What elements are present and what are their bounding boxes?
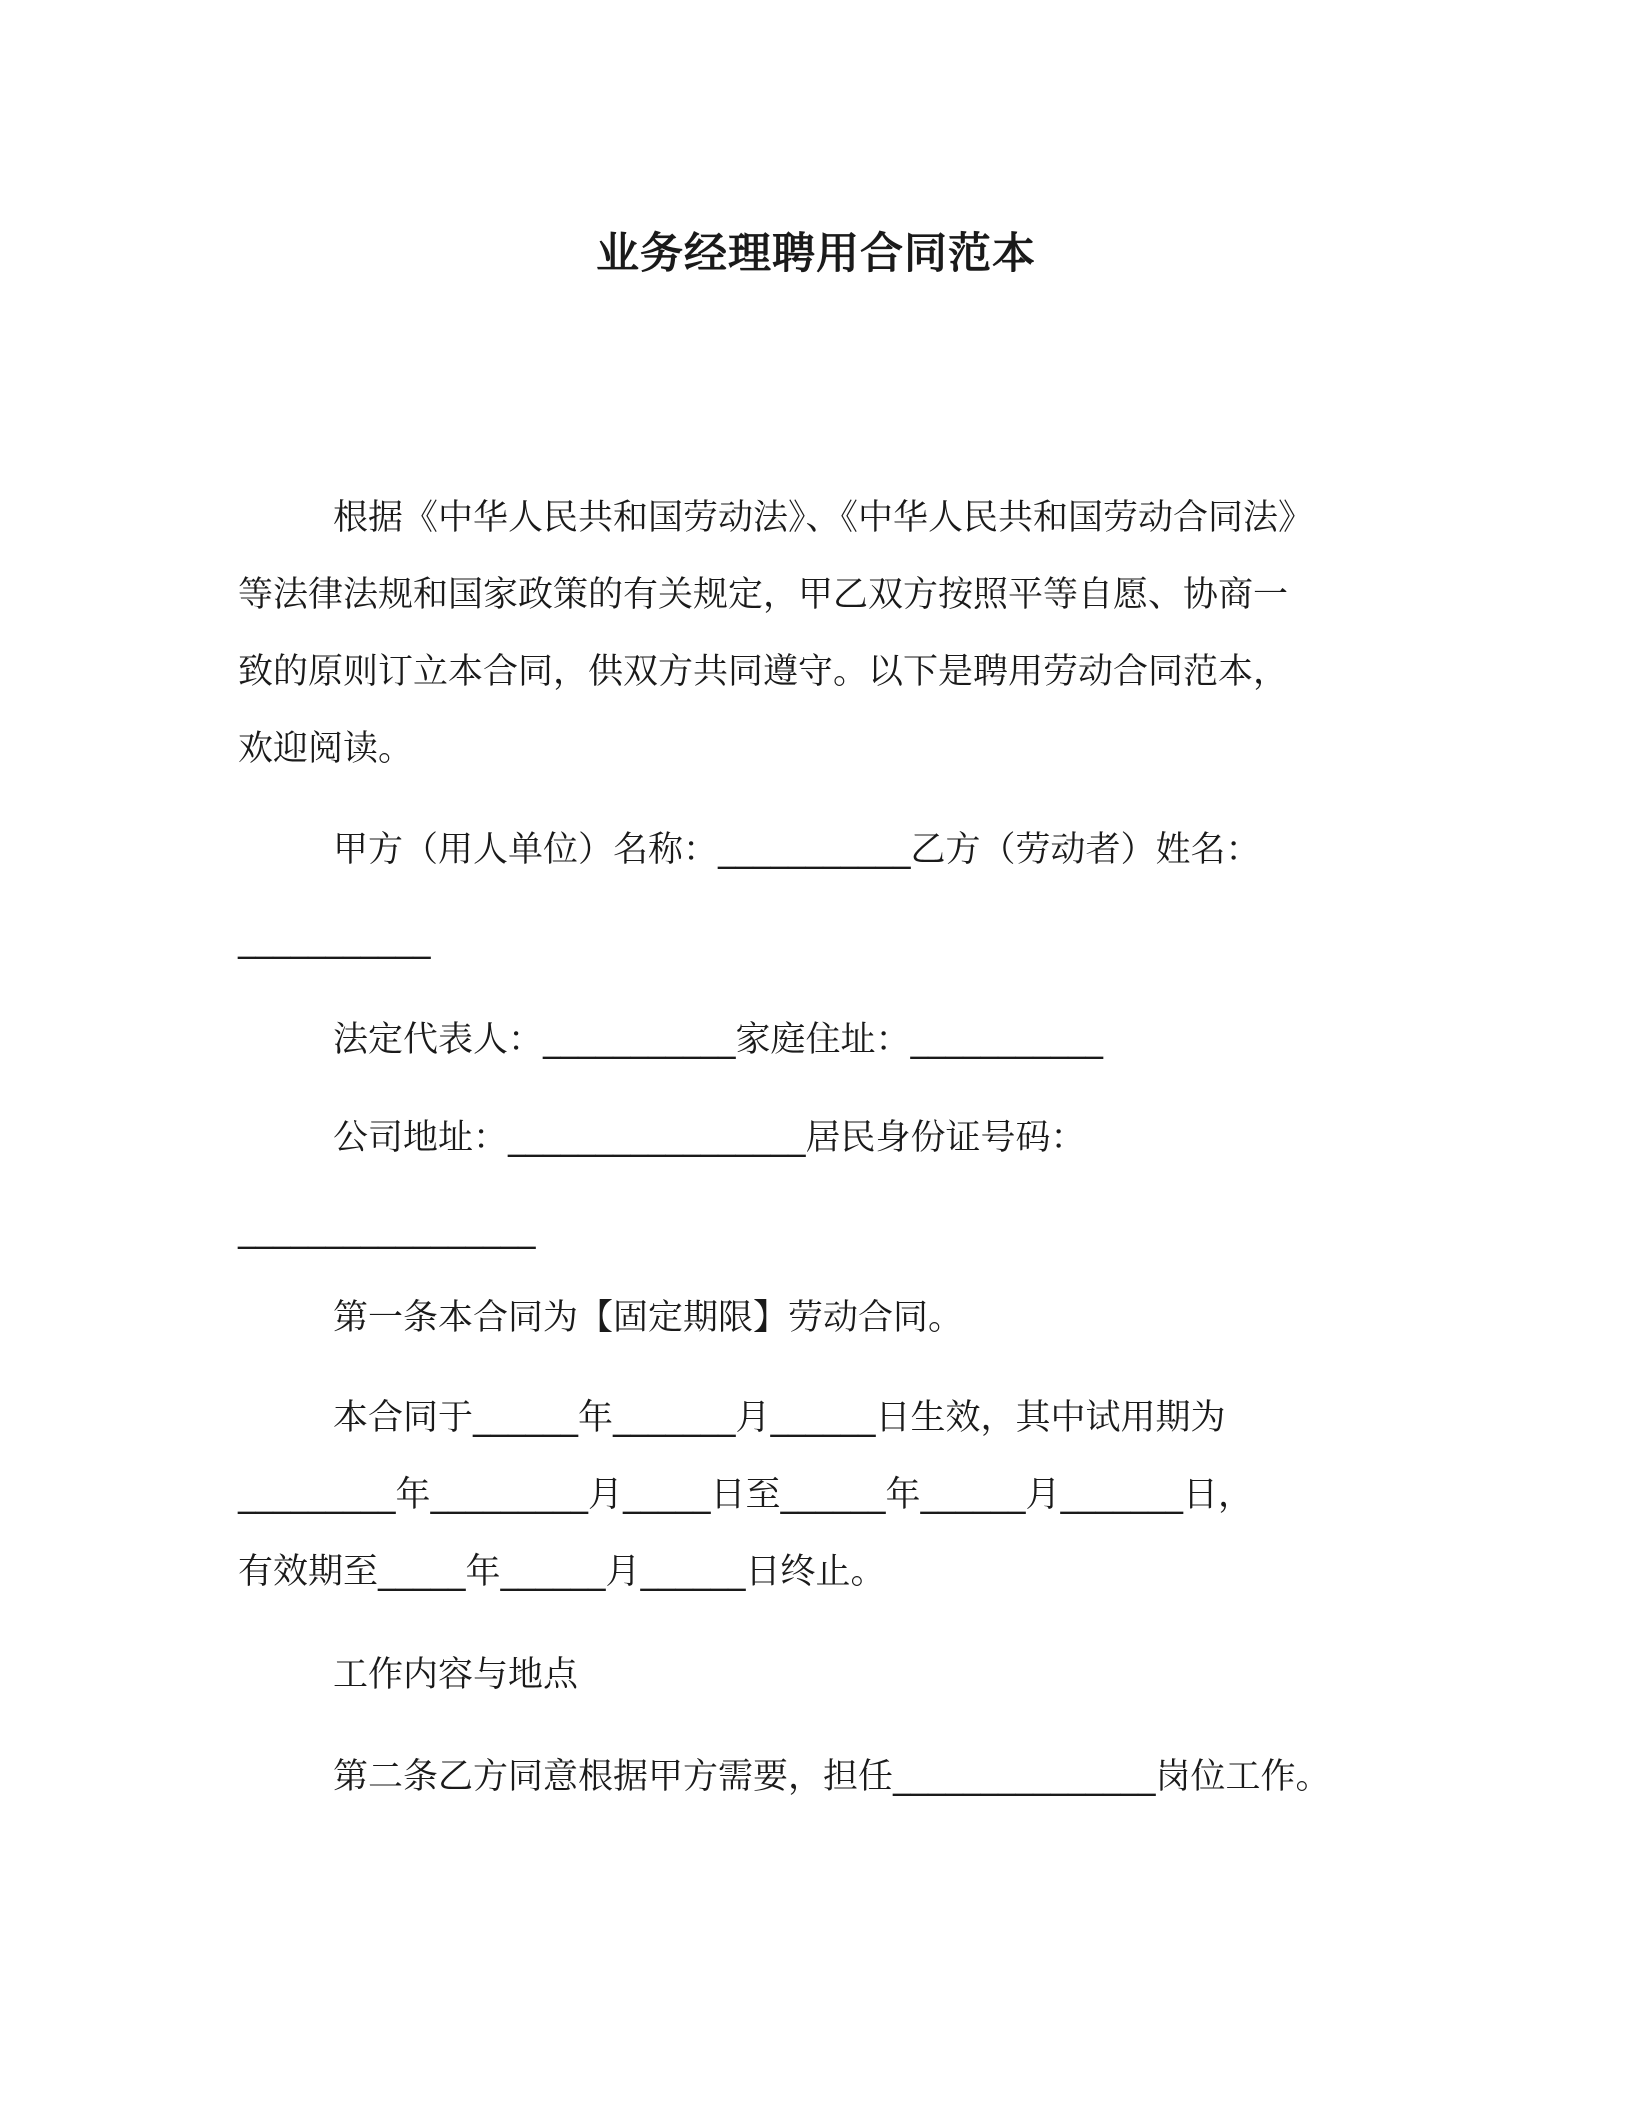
article-1: 第一条本合同为【固定期限】劳动合同。 <box>333 1298 964 1338</box>
id-number-blank: _________________ <box>238 1210 536 1250</box>
intro-line-1: 根据《中华人民共和国劳动法》、《中华人民共和国劳动合同法》 <box>333 498 1314 538</box>
company-address-field: 公司地址：_________________居民身份证号码： <box>333 1118 1086 1158</box>
effective-date-line-1: 本合同于______年_______月______日生效，其中试用期为 <box>333 1398 1226 1438</box>
section-heading-work: 工作内容与地点 <box>333 1655 579 1695</box>
party-a-name-field: 甲方（用人单位）名称：___________乙方（劳动者）姓名： <box>333 830 1261 870</box>
intro-line-3: 致的原则订立本合同，供双方共同遵守。以下是聘用劳动合同范本， <box>238 652 1289 692</box>
intro-line-2: 等法律法规和国家政策的有关规定，甲乙双方按照平等自愿、协商一 <box>238 575 1289 615</box>
document-title: 业务经理聘用合同范本 <box>596 229 1036 279</box>
effective-date-line-2: _________年_________月_____日至______年______月_______日， <box>238 1475 1254 1515</box>
article-2: 第二条乙方同意根据甲方需要，担任_______________岗位工作。 <box>333 1757 1331 1797</box>
legal-rep-field: 法定代表人：___________家庭住址：___________ <box>333 1020 1104 1060</box>
party-b-name-blank: ___________ <box>238 920 431 960</box>
intro-line-4: 欢迎阅读。 <box>238 729 414 769</box>
effective-date-line-3: 有效期至_____年______月______日终止。 <box>238 1552 886 1592</box>
